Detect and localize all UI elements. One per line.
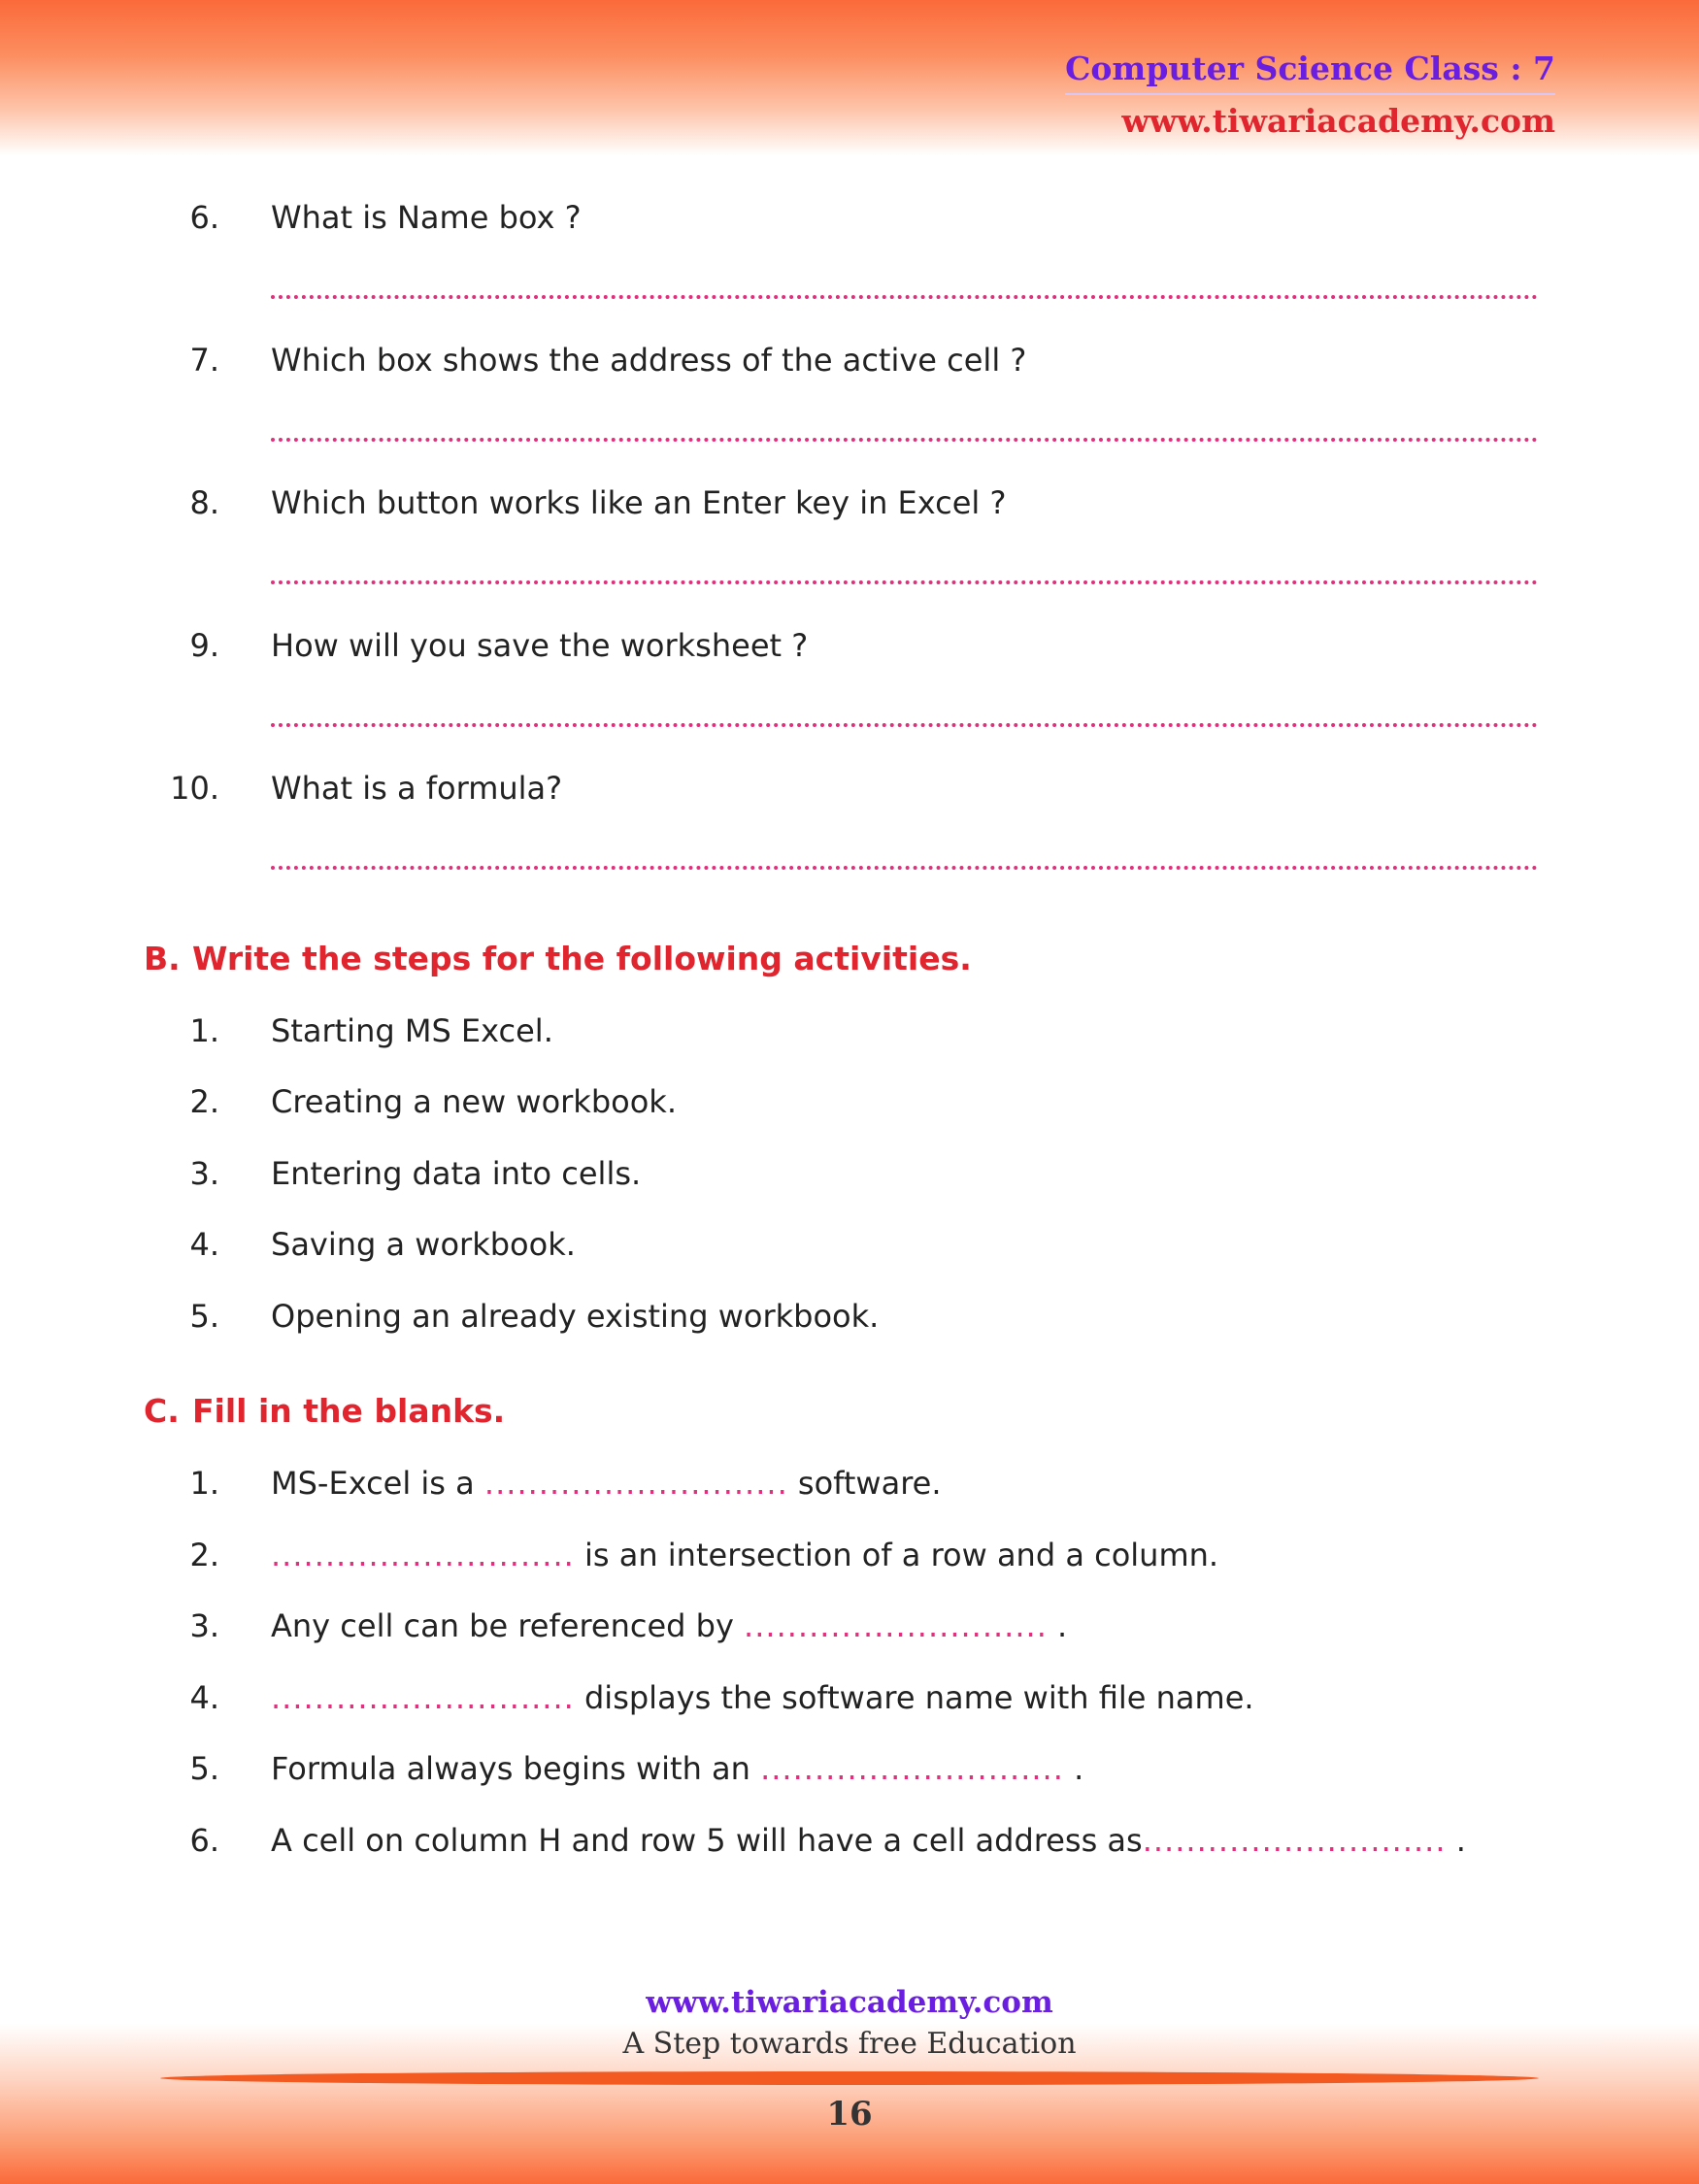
item-text (271, 1747, 1083, 1790)
section-letter: C. (144, 1392, 180, 1430)
question-8 (0, 481, 1699, 524)
item-text (271, 1534, 1218, 1576)
answer-line[interactable] (271, 723, 1538, 727)
item-text (271, 1605, 1067, 1647)
item-number: 4. (189, 1226, 219, 1263)
section-letter: B. (144, 940, 181, 977)
footer-tagline: A Step towards free Education (622, 2027, 1077, 2061)
item-number: 1. (189, 1012, 219, 1049)
section-b-heading (144, 938, 972, 980)
blank-field[interactable]: ............................ (271, 1537, 575, 1573)
header-website-link[interactable]: www.tiwariacademy.com (1121, 102, 1555, 140)
question-number: 6. (189, 199, 219, 236)
question-text: What is Name box ? (271, 199, 582, 236)
question-number: 7. (189, 342, 219, 379)
footer-website-link[interactable]: www.tiwariacademy.com (646, 1985, 1053, 2020)
item-text: Entering data into cells. (271, 1155, 642, 1192)
text-before: Formula always begins with an (271, 1750, 761, 1787)
list-item (0, 1295, 1699, 1338)
item-number: 1. (189, 1465, 219, 1502)
fill-blank-item (0, 1676, 1699, 1719)
answer-line[interactable] (271, 295, 1538, 299)
item-text (271, 1676, 1254, 1719)
text-before: A cell on column H and row 5 will have a cell address as (271, 1822, 1143, 1859)
question-10 (0, 767, 1699, 810)
text-after: displays the software name with file name. (574, 1679, 1254, 1716)
section-title: Fill in the blanks. (192, 1392, 506, 1430)
footer-divider (160, 2071, 1539, 2085)
item-number: 2. (189, 1537, 219, 1573)
blank-field[interactable]: ............................ (744, 1607, 1048, 1644)
item-text: Opening an already existing workbook. (271, 1298, 880, 1335)
text-after: is an intersection of a row and a column. (574, 1537, 1219, 1573)
answer-line[interactable] (271, 438, 1538, 442)
item-number: 6. (189, 1822, 219, 1859)
text-after: . (1446, 1822, 1466, 1859)
item-text: Starting MS Excel. (271, 1012, 553, 1049)
item-number: 4. (189, 1679, 219, 1716)
fill-blank-item (0, 1747, 1699, 1790)
text-after: . (1063, 1750, 1084, 1787)
page-number: 16 (826, 2095, 873, 2134)
item-number: 5. (189, 1298, 219, 1335)
list-item (0, 1223, 1699, 1266)
question-text: What is a formula? (271, 770, 563, 807)
fill-blank-item (0, 1819, 1699, 1862)
question-number: 8. (189, 484, 219, 521)
list-item (0, 1152, 1699, 1195)
question-text: Which box shows the address of the active cell ? (271, 342, 1027, 379)
item-number: 3. (189, 1155, 219, 1192)
page-header (1065, 47, 1555, 144)
list-item (0, 1080, 1699, 1123)
item-text (271, 1462, 942, 1505)
text-before: Any cell can be referenced by (271, 1607, 745, 1644)
question-7 (0, 339, 1699, 381)
class-title: Computer Science Class : 7 (1065, 50, 1555, 87)
section-c-heading (144, 1390, 505, 1433)
item-text: Saving a workbook. (271, 1226, 576, 1263)
text-before: MS-Excel is a (271, 1465, 484, 1502)
item-number: 2. (189, 1083, 219, 1120)
section-title: Write the steps for the following activities. (192, 940, 972, 977)
text-after: . (1047, 1607, 1068, 1644)
item-number: 5. (189, 1750, 219, 1787)
question-number: 10. (170, 770, 219, 807)
blank-field[interactable]: ............................ (760, 1750, 1064, 1787)
item-text: Creating a new workbook. (271, 1083, 677, 1120)
header-divider (1065, 93, 1555, 95)
text-after: software. (787, 1465, 942, 1502)
answer-line[interactable] (271, 866, 1538, 870)
question-number: 9. (189, 627, 219, 664)
question-9 (0, 624, 1699, 667)
blank-field[interactable]: ............................ (483, 1465, 788, 1502)
question-text: Which button works like an Enter key in Excel ? (271, 484, 1007, 521)
blank-field[interactable]: ............................ (1142, 1822, 1447, 1859)
fill-blank-item (0, 1534, 1699, 1576)
question-text: How will you save the worksheet ? (271, 627, 809, 664)
answer-line[interactable] (271, 580, 1538, 584)
item-text (271, 1819, 1466, 1862)
item-number: 3. (189, 1607, 219, 1644)
question-6 (0, 196, 1699, 239)
fill-blank-item (0, 1462, 1699, 1505)
list-item (0, 1009, 1699, 1052)
fill-blank-item (0, 1605, 1699, 1647)
blank-field[interactable]: ............................ (271, 1679, 575, 1716)
